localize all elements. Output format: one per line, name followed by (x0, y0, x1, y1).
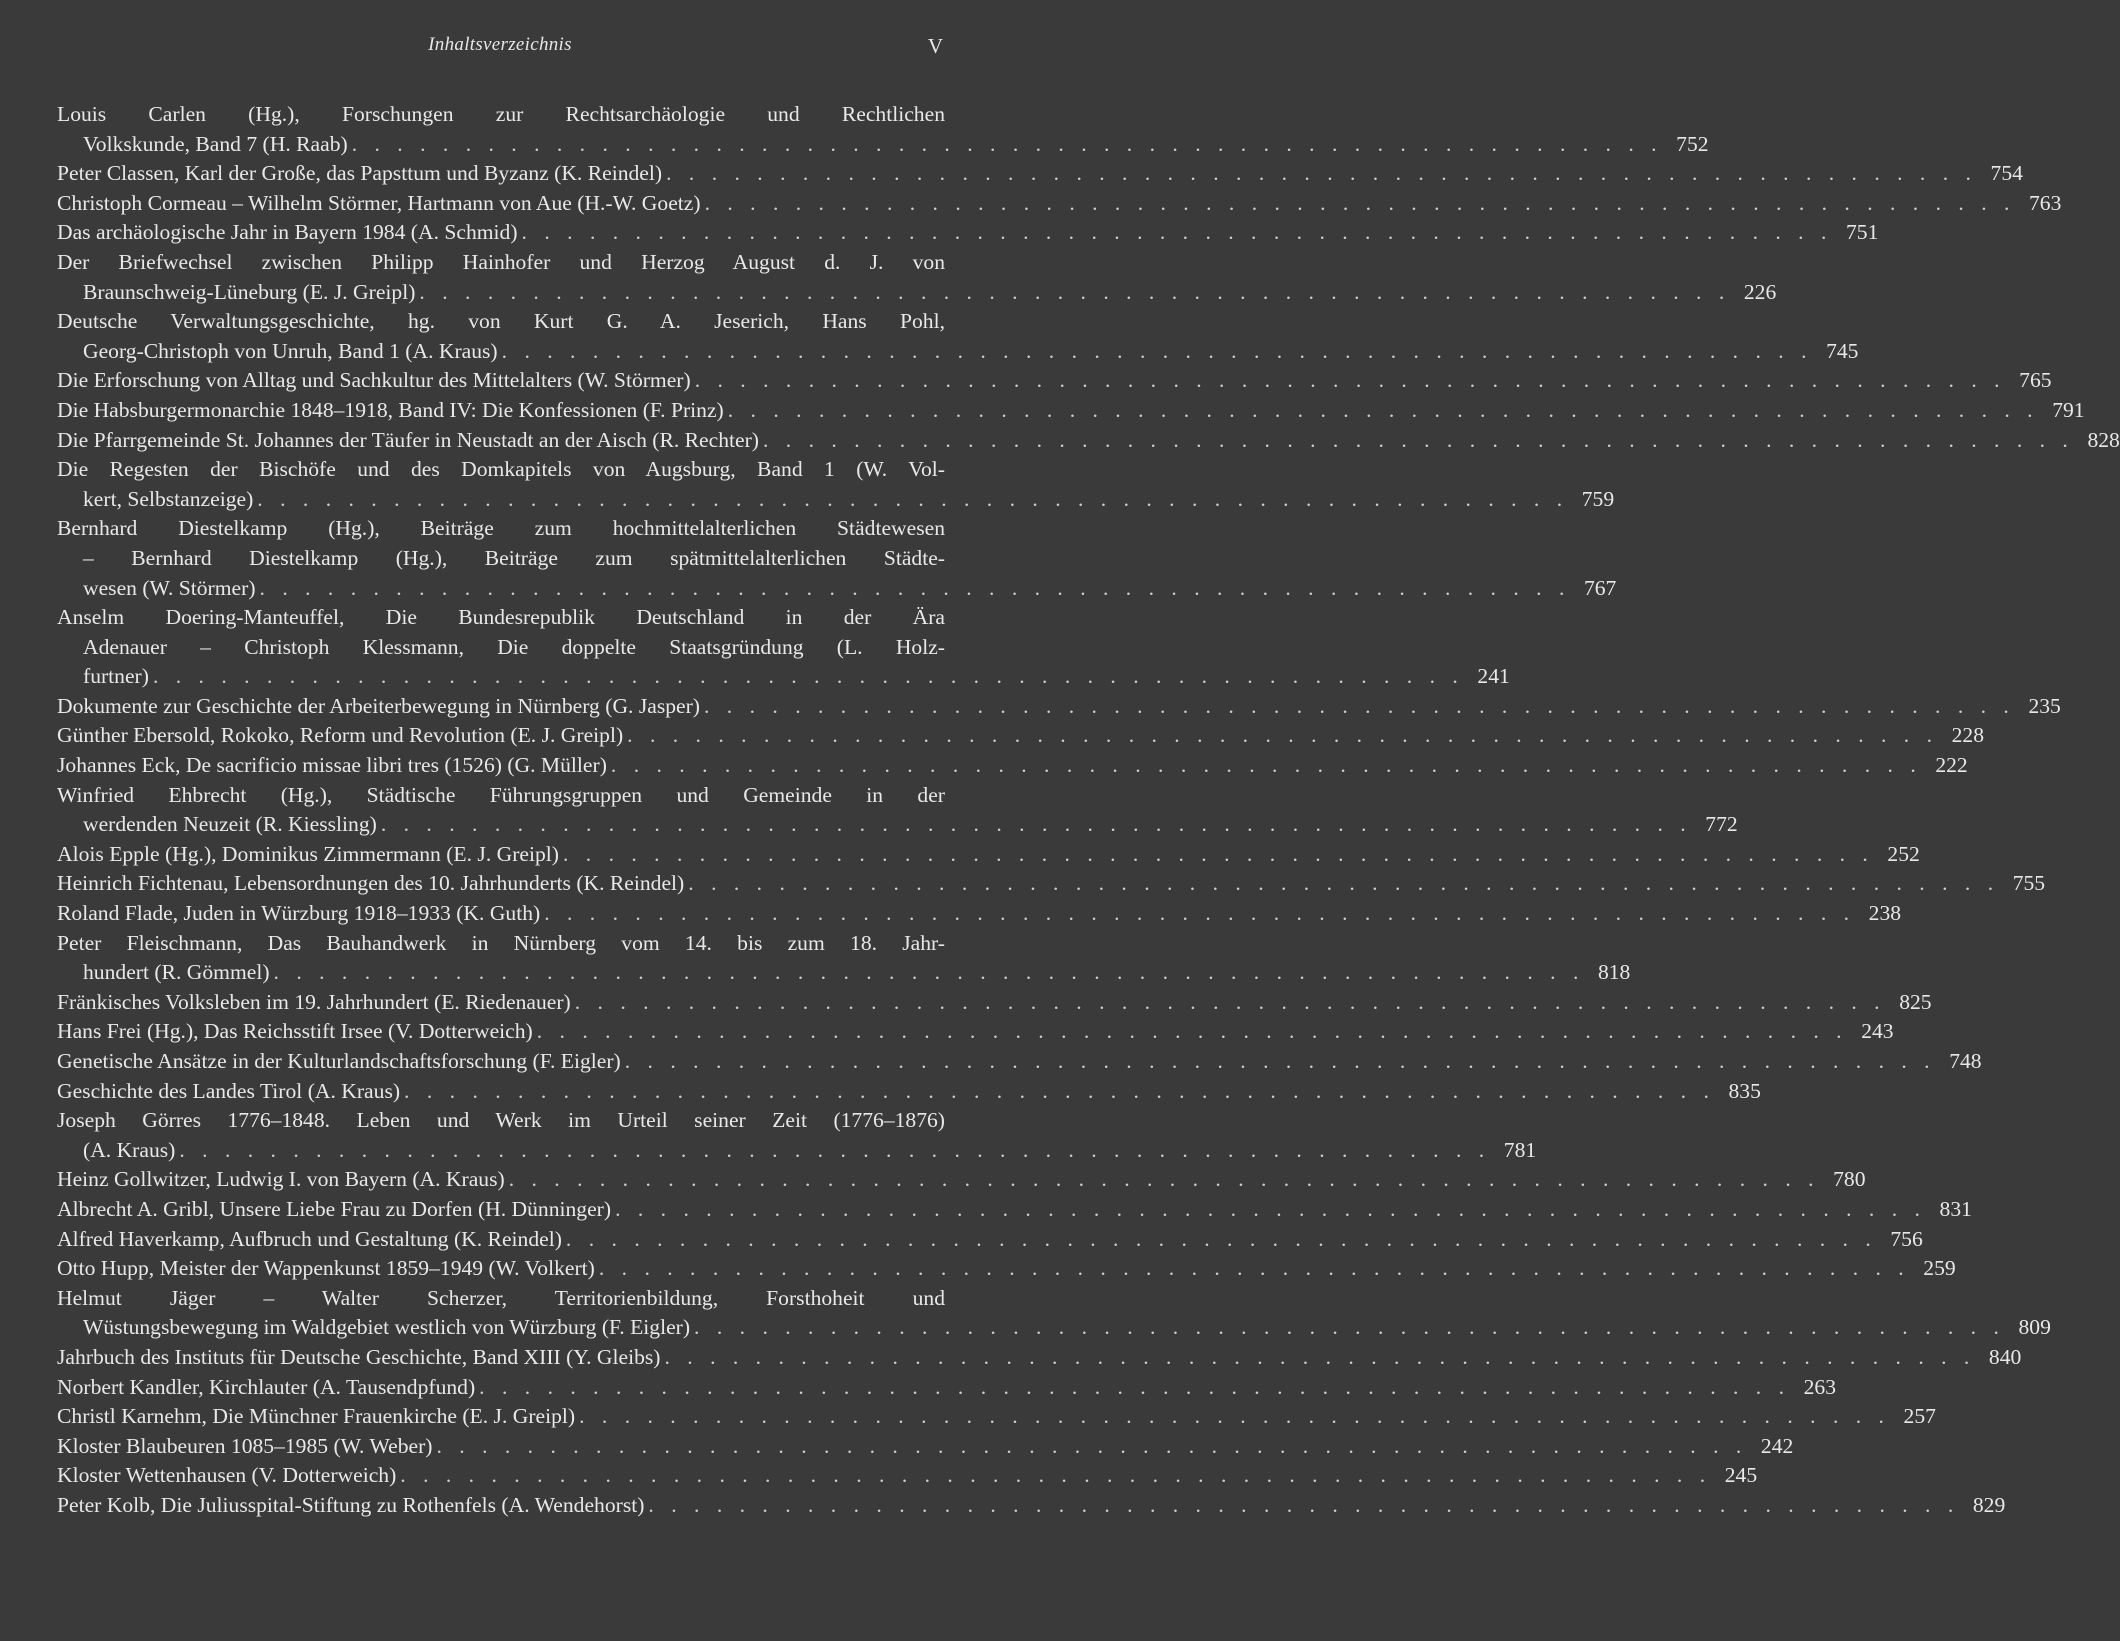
toc-entry (57, 603, 1510, 692)
toc-entry (57, 426, 2120, 456)
leader-dots: . . . . . . . . . . . . . . . . . . . . . . . . . . . . . . . . . . . . . . . . . . . . . . . . . . . . . . . . . . (544, 901, 1856, 926)
leader-dots: . . . . . . . . . . . . . . . . . . . . . . . . . . . . . . . . . . . . . . . . . . . . . . . . . . . . . . . . . . (508, 1167, 1820, 1192)
toc-entry-last-line (57, 899, 1902, 929)
toc-entry-text: Kloster Blaubeuren 1085–1985 (W. Weber) (57, 1433, 433, 1458)
toc-entry-text: Heinrich Fichtenau, Lebensordnungen des 10. Jahrhunderts (K. Reindel) (57, 871, 685, 896)
toc-entry-text: hundert (R. Gömmel) (83, 960, 270, 985)
toc-page-number: 755 (2012, 871, 2046, 896)
toc-page-number: 756 (1890, 1226, 1923, 1251)
toc-page-number: 259 (1923, 1256, 1956, 1281)
leader-dots: . . . . . . . . . . . . . . . . . . . . . . . . . . . . . . . . . . . . . . . . . . . . . . . . . . . . . . . . . . (666, 161, 1977, 186)
toc-entry-text: Das archäologische Jahr in Bayern 1984 (A. Schmid) (57, 220, 518, 245)
toc-page-number: 243 (1861, 1019, 1894, 1044)
toc-page-number: 238 (1868, 901, 1902, 926)
toc-page-number: 242 (1760, 1433, 1794, 1458)
leader-dots: . . . . . . . . . . . . . . . . . . . . . . . . . . . . . . . . . . . . . . . . . . . . . . . . . . . . . . . . . . (704, 190, 2016, 215)
toc-page-number: 751 (1845, 220, 1879, 245)
toc-page-number: 765 (2019, 368, 2052, 393)
toc-page-number: 252 (1887, 841, 1920, 866)
toc-entry-last-line (57, 869, 2046, 899)
toc-entry-last-line (57, 1225, 1923, 1255)
toc-entry-last-line (57, 840, 1920, 870)
toc-entry-last-line (57, 396, 2085, 426)
toc-entry-last-line (57, 1195, 1972, 1225)
leader-dots: . . . . . . . . . . . . . . . . . . . . . . . . . . . . . . . . . . . . . . . . . . . . . . . . . . . . . . . . . . (562, 841, 1874, 866)
toc-entry-text: Wüstungsbewegung im Waldgebiet westlich von Würzburg (F. Eigler) (83, 1315, 691, 1340)
toc-entry-text: Georg-Christoph von Unruh, Band 1 (A. Kraus) (83, 338, 498, 363)
leader-dots: . . . . . . . . . . . . . . . . . . . . . . . . . . . . . . . . . . . . . . . . . . . . . . . . . . . . . . . . . . (727, 397, 2039, 422)
toc-entry (57, 781, 1738, 840)
toc-entry-text: Heinz Gollwitzer, Ludwig I. von Bayern (A. Kraus) (57, 1167, 505, 1192)
toc-entry (57, 366, 2052, 396)
toc-entry (57, 1225, 1923, 1255)
toc-entry-text: Die Pfarrgemeinde St. Johannes der Täufer in Neustadt an der Aisch (R. Rechter) (57, 427, 759, 452)
toc-page-number: 245 (1724, 1463, 1758, 1488)
toc-entry-last-line (57, 574, 1617, 604)
toc-entry-line: Louis Carlen (Hg.), Forschungen zur Rechtsarchäologie und Rechtlichen (57, 102, 945, 126)
leader-dots: . . . . . . . . . . . . . . . . . . . . . . . . . . . . . . . . . . . . . . . . . . . . . . . . . . . . . . . . . . (694, 1315, 2005, 1340)
toc-page-number: 263 (1803, 1374, 1836, 1399)
toc-page-number: 222 (1935, 753, 1968, 778)
toc-page-number: 241 (1477, 664, 1510, 689)
toc-entry (57, 455, 1615, 514)
toc-entry-last-line (57, 1432, 1794, 1462)
toc-entry-line: Joseph Görres 1776–1848. Leben und Werk im Urteil seiner Zeit (1776–1876) (57, 1108, 945, 1133)
toc-entry-line: Adenauer – Christoph Klessmann, Die doppelte Staatsgründung (L. Holz- (83, 634, 945, 659)
leader-dots: . . . . . . . . . . . . . . . . . . . . . . . . . . . . . . . . . . . . . . . . . . . . . . . . . . . . . . . . . . (688, 871, 2000, 896)
toc-entry-line: Deutsche Verwaltungsgeschichte, hg. von Kurt G. A. Jeserich, Hans Pohl, (57, 309, 945, 334)
toc-entry-last-line (57, 130, 1709, 160)
toc-entry (57, 307, 1859, 366)
toc-entry-last-line (57, 1313, 2051, 1343)
toc-entry-line: Bernhard Diestelkamp (Hg.), Beiträge zum hochmittelalterlichen Städtewesen (57, 516, 945, 541)
leader-dots: . . . . . . . . . . . . . . . . . . . . . . . . . . . . . . . . . . . . . . . . . . . . . . . . . . . . . . . . . . (501, 338, 1813, 363)
toc-entry-last-line (57, 426, 2120, 456)
toc-entry-last-line (57, 218, 1879, 248)
leader-dots: . . . . . . . . . . . . . . . . . . . . . . . . . . . . . . . . . . . . . . . . . . . . . . . . . . . . . . . . . . (521, 220, 1833, 245)
leader-dots: . . . . . . . . . . . . . . . . . . . . . . . . . . . . . . . . . . . . . . . . . . . . . . . . . . . . . . . . . . (615, 1196, 1926, 1221)
leader-dots: . . . . . . . . . . . . . . . . . . . . . . . . . . . . . . . . . . . . . . . . . . . . . . . . . . . . . . . . . . (273, 960, 1585, 985)
toc-entry (57, 1165, 1866, 1195)
toc-page-number: 828 (2087, 427, 2120, 452)
leader-dots: . . . . . . . . . . . . . . . . . . . . . . . . . . . . . . . . . . . . . . . . . . . . . . . . . . . . . . . . . . (179, 1137, 1491, 1162)
toc-entry-text: Genetische Ansätze in der Kulturlandschaftsforschung (F. Eigler) (57, 1049, 621, 1073)
toc-entry-last-line (57, 988, 1932, 1018)
toc-entry-text: Dokumente zur Geschichte der Arbeiterbewegung in Nürnberg (G. Jasper) (57, 693, 700, 718)
toc-entry (57, 1106, 1537, 1165)
leader-dots: . . . . . . . . . . . . . . . . . . . . . . . . . . . . . . . . . . . . . . . . . . . . . . . . . . . . . . . . . . (152, 664, 1464, 689)
toc-page-number: 772 (1705, 812, 1738, 837)
toc-entry-last-line (57, 751, 1968, 781)
toc-page-number: 748 (1949, 1049, 1982, 1073)
toc-entry-last-line (57, 366, 2052, 396)
toc-entry-last-line (57, 692, 2061, 722)
leader-dots: . . . . . . . . . . . . . . . . . . . . . . . . . . . . . . . . . . . . . . . . . . . . . . . . . . . . . . . . . . (351, 131, 1663, 156)
toc-entry-last-line (57, 1461, 1758, 1491)
toc-entry-last-line (57, 1077, 1761, 1107)
toc-entry-line: Peter Fleischmann, Das Bauhandwerk in Nürnberg vom 14. bis zum 18. Jahr- (57, 930, 945, 955)
toc-entry-text: wesen (W. Störmer) (83, 575, 256, 600)
toc-entry-line: Der Briefwechsel zwischen Philipp Hainhofer und Herzog August d. J. von (57, 249, 945, 274)
toc-entry-text: Roland Flade, Juden in Würzburg 1918–1933 (K. Guth) (57, 901, 541, 926)
toc-entry-last-line (57, 1343, 2022, 1373)
toc-entry-text: werdenden Neuzeit (R. Kiessling) (83, 812, 377, 837)
toc-entry (57, 1047, 1982, 1077)
toc-page-number: 781 (1503, 1137, 1537, 1162)
leader-dots: . . . . . . . . . . . . . . . . . . . . . . . . . . . . . . . . . . . . . . . . . . . . . . . . . . . . . . . . . . (404, 1078, 1715, 1103)
toc-entry-last-line (57, 159, 2023, 189)
toc-entry-line: Die Regesten der Bischöfe und des Domkapitels von Augsburg, Band 1 (W. Vol- (57, 457, 945, 482)
toc-entry-text: Alois Epple (Hg.), Dominikus Zimmermann (E. J. Greipl) (57, 841, 559, 866)
toc-entry-last-line (57, 1402, 1936, 1432)
toc-entry-text: Norbert Kandler, Kirchlauter (A. Tausendpfund) (57, 1374, 476, 1399)
toc-entry-text: Volkskunde, Band 7 (H. Raab) (83, 131, 348, 156)
toc-entry (57, 929, 1631, 988)
toc-entry-text: Kloster Wettenhausen (V. Dotterweich) (57, 1463, 397, 1488)
toc-entry (57, 1195, 1972, 1225)
toc-entry-text: Geschichte des Landes Tirol (A. Kraus) (57, 1078, 401, 1103)
toc-entry (57, 514, 1617, 603)
toc-entry-last-line (57, 485, 1615, 515)
toc-entry (57, 1491, 2006, 1521)
toc-entry (57, 1402, 1936, 1432)
running-title: Inhaltsverzeichnis (428, 34, 572, 55)
leader-dots: . . . . . . . . . . . . . . . . . . . . . . . . . . . . . . . . . . . . . . . . . . . . . . . . . . . . . . . . . . (436, 1433, 1748, 1458)
toc-page-number: 829 (1972, 1492, 2006, 1517)
toc-entry (57, 1254, 1956, 1284)
toc-entry (57, 988, 1932, 1018)
toc-entry (57, 721, 1984, 751)
leader-dots: . . . . . . . . . . . . . . . . . . . . . . . . . . . . . . . . . . . . . . . . . . . . . . . . . . . . . . . . . . (380, 812, 1692, 837)
toc-entry-text: furtner) (83, 664, 149, 689)
leader-dots: . . . . . . . . . . . . . . . . . . . . . . . . . . . . . . . . . . . . . . . . . . . . . . . . . . . . . . . . . . (627, 723, 1938, 748)
leader-dots: . . . . . . . . . . . . . . . . . . . . . . . . . . . . . . . . . . . . . . . . . . . . . . . . . . . . . . . . . . (536, 1019, 1848, 1044)
leader-dots: . . . . . . . . . . . . . . . . . . . . . . . . . . . . . . . . . . . . . . . . . . . . . . . . . . . . . . . . . . (574, 989, 1886, 1014)
toc-entry (57, 1461, 1758, 1491)
leader-dots: . . . . . . . . . . . . . . . . . . . . . . . . . . . . . . . . . . . . . . . . . . . . . . . . . . . . . . . . . . (579, 1404, 1890, 1429)
toc-entry-last-line (57, 1165, 1866, 1195)
leader-dots: . . . . . . . . . . . . . . . . . . . . . . . . . . . . . . . . . . . . . . . . . . . . . . . . . . . . . . . . . . (624, 1049, 1936, 1073)
toc-entry-last-line (57, 1136, 1537, 1166)
running-header (0, 34, 1000, 64)
toc-entry (57, 899, 1902, 929)
leader-dots: . . . . . . . . . . . . . . . . . . . . . . . . . . . . . . . . . . . . . . . . . . . . . . . . . . . . . . . . . . (704, 693, 2015, 718)
toc-entry (57, 1432, 1794, 1462)
leader-dots: . . . . . . . . . . . . . . . . . . . . . . . . . . . . . . . . . . . . . . . . . . . . . . . . . . . . . . . . . . (400, 1463, 1712, 1488)
toc-page-number: 809 (2018, 1315, 2051, 1340)
toc-entry-text: (A. Kraus) (83, 1137, 176, 1162)
toc-entry-text: Peter Classen, Karl der Große, das Papsttum und Byzanz (K. Reindel) (57, 161, 663, 186)
toc-page-number: 257 (1903, 1404, 1936, 1429)
toc-entry-text: Albrecht A. Gribl, Unsere Liebe Frau zu Dorfen (H. Dünninger) (57, 1196, 612, 1221)
toc-entry (57, 218, 1879, 248)
toc-entry-last-line (57, 958, 1631, 988)
leader-dots: . . . . . . . . . . . . . . . . . . . . . . . . . . . . . . . . . . . . . . . . . . . . . . . . . . . . . . . . . . (610, 753, 1922, 778)
toc-entry-text: Günther Ebersold, Rokoko, Reform und Revolution (E. J. Greipl) (57, 723, 624, 748)
leader-dots: . . . . . . . . . . . . . . . . . . . . . . . . . . . . . . . . . . . . . . . . . . . . . . . . . . . . . . . . . . (763, 427, 2074, 452)
toc-page-number: 825 (1899, 989, 1932, 1014)
leader-dots: . . . . . . . . . . . . . . . . . . . . . . . . . . . . . . . . . . . . . . . . . . . . . . . . . . . . . . . . . . (598, 1256, 1910, 1281)
toc-page-number: 840 (1988, 1344, 2022, 1369)
toc-entry-last-line (57, 1017, 1894, 1047)
toc-entry-text: Hans Frei (Hg.), Das Reichsstift Irsee (V. Dotterweich) (57, 1019, 533, 1044)
toc-page-number: 780 (1833, 1167, 1866, 1192)
toc-entry (57, 100, 1709, 159)
toc-page-number: 745 (1826, 338, 1859, 363)
toc-entry-line: – Bernhard Diestelkamp (Hg.), Beiträge zum spätmittelalterlichen Städte- (83, 545, 945, 570)
toc-entry (57, 1077, 1761, 1107)
toc-entry-text: Braunschweig-Lüneburg (E. J. Greipl) (83, 279, 416, 304)
toc-entry-last-line (57, 337, 1859, 367)
toc-entry-text: Jahrbuch des Instituts für Deutsche Geschichte, Band XIII (Y. Gleibs) (57, 1344, 661, 1369)
toc-entry-last-line (57, 721, 1984, 751)
toc-entry (57, 1284, 2051, 1343)
toc-entry (57, 751, 1968, 781)
leader-dots: . . . . . . . . . . . . . . . . . . . . . . . . . . . . . . . . . . . . . . . . . . . . . . . . . . . . . . . . . . (694, 368, 2006, 393)
toc-page-number: 763 (2029, 190, 2062, 215)
toc-entry-last-line (57, 662, 1510, 692)
toc-entry (57, 692, 2061, 722)
toc-entry (57, 1373, 1836, 1403)
toc-entry-line: Winfried Ehbrecht (Hg.), Städtische Führungsgruppen und Gemeinde in der (57, 782, 945, 807)
toc-entry (57, 189, 2062, 219)
toc-page-number: 754 (1990, 161, 2023, 186)
toc-entry (57, 248, 1777, 307)
leader-dots: . . . . . . . . . . . . . . . . . . . . . . . . . . . . . . . . . . . . . . . . . . . . . . . . . . . . . . . . . . (419, 279, 1731, 304)
toc-entry-line: Helmut Jäger – Walter Scherzer, Territorienbildung, Forsthoheit und (57, 1285, 945, 1310)
toc-entry-last-line (57, 1254, 1956, 1284)
toc-page-number: 759 (1581, 486, 1615, 511)
toc-entry-text: Die Erforschung von Alltag und Sachkultur des Mittelalters (W. Störmer) (57, 368, 691, 393)
toc-page-number: 228 (1951, 723, 1984, 748)
leader-dots: . . . . . . . . . . . . . . . . . . . . . . . . . . . . . . . . . . . . . . . . . . . . . . . . . . . . . . . . . . (565, 1226, 1877, 1251)
toc-page-number: 752 (1676, 131, 1709, 156)
toc-entry-text: kert, Selbstanzeige) (83, 486, 254, 511)
toc-entry-text: Fränkisches Volksleben im 19. Jahrhundert (E. Riedenauer) (57, 989, 571, 1014)
toc-entry-text: Otto Hupp, Meister der Wappenkunst 1859–1949 (W. Volkert) (57, 1256, 595, 1281)
toc-entry-last-line (57, 189, 2062, 219)
toc-entry-last-line (57, 1373, 1836, 1403)
toc-page-number: 835 (1728, 1078, 1761, 1103)
toc-entry-text: Die Habsburgermonarchie 1848–1918, Band IV: Die Konfessionen (F. Prinz) (57, 397, 724, 422)
toc-page-number: 831 (1939, 1196, 1972, 1221)
toc-page-number: 226 (1743, 279, 1777, 304)
toc-entry-last-line (57, 1047, 1982, 1077)
toc-page-number: 818 (1597, 960, 1631, 985)
toc-entry-line: Anselm Doering-Manteuffel, Die Bundesrepublik Deutschland in der Ära (57, 605, 945, 630)
toc-entry (57, 396, 2085, 426)
toc-entry-text: Christl Karnehm, Die Münchner Frauenkirche (E. J. Greipl) (57, 1404, 576, 1429)
leader-dots: . . . . . . . . . . . . . . . . . . . . . . . . . . . . . . . . . . . . . . . . . . . . . . . . . . . . . . . . . . (259, 575, 1571, 600)
toc-entry (57, 159, 2023, 189)
toc-page-number: 235 (2028, 693, 2061, 718)
toc-entry-text: Peter Kolb, Die Juliusspital-Stiftung zu Rothenfels (A. Wendehorst) (57, 1492, 645, 1517)
toc-entry (57, 1017, 1894, 1047)
leader-dots: . . . . . . . . . . . . . . . . . . . . . . . . . . . . . . . . . . . . . . . . . . . . . . . . . . . . . . . . . . (257, 486, 1569, 511)
toc-page-number: 767 (1583, 575, 1617, 600)
leader-dots: . . . . . . . . . . . . . . . . . . . . . . . . . . . . . . . . . . . . . . . . . . . . . . . . . . . . . . . . . . (648, 1492, 1960, 1517)
toc-entry-last-line (57, 810, 1738, 840)
toc-entry (57, 869, 2046, 899)
page-number: V (927, 34, 943, 58)
leader-dots: . . . . . . . . . . . . . . . . . . . . . . . . . . . . . . . . . . . . . . . . . . . . . . . . . . . . . . . . . . (664, 1344, 1976, 1369)
toc-entry-text: Christoph Cormeau – Wilhelm Störmer, Hartmann von Aue (H.-W. Goetz) (57, 190, 701, 215)
toc-entry-text: Johannes Eck, De sacrificio missae libri tres (1526) (G. Müller) (57, 753, 607, 778)
leader-dots: . . . . . . . . . . . . . . . . . . . . . . . . . . . . . . . . . . . . . . . . . . . . . . . . . . . . . . . . . . (479, 1374, 1790, 1399)
toc-entry (57, 840, 1920, 870)
toc-entry (57, 1343, 2022, 1373)
toc-page-number: 791 (2052, 397, 2085, 422)
toc-entry-text: Alfred Haverkamp, Aufbruch und Gestaltung (K. Reindel) (57, 1226, 562, 1251)
table-of-contents (57, 100, 2120, 1521)
toc-entry-last-line (57, 1491, 2006, 1521)
toc-entry-last-line (57, 278, 1777, 308)
